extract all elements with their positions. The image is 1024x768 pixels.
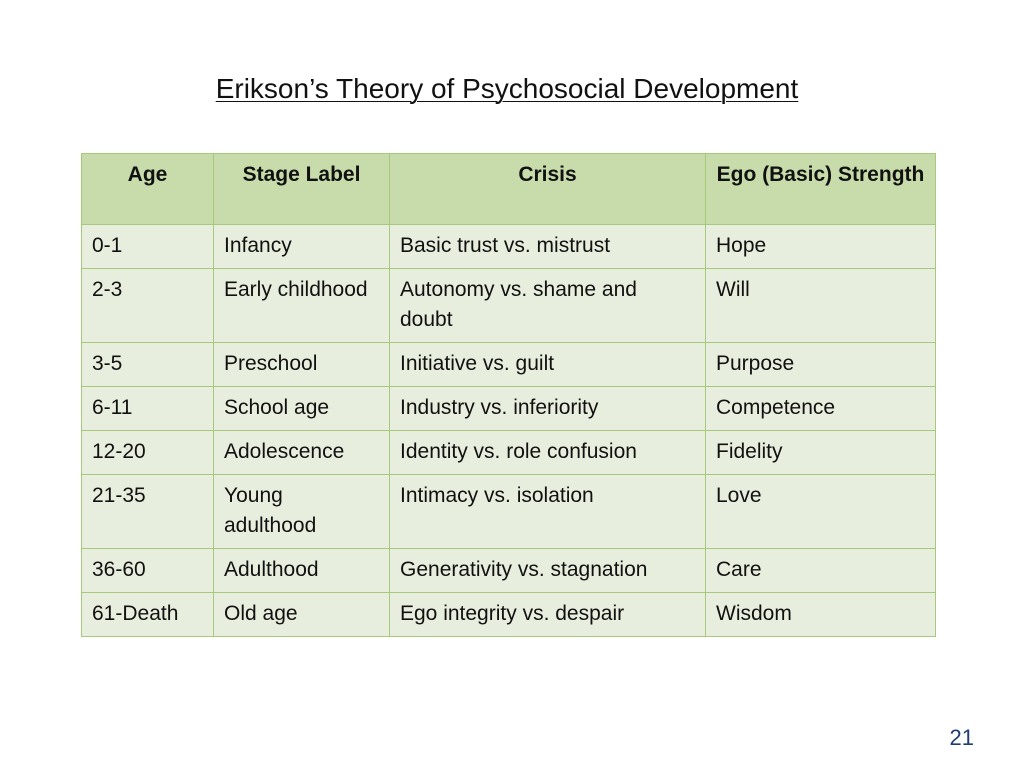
cell-stage-label: Adolescence — [214, 431, 390, 475]
table-row — [82, 269, 936, 343]
cell-stage-label: Old age — [214, 593, 390, 637]
slide-title: Erikson’s Theory of Psychosocial Development — [215, 73, 799, 104]
table-row — [82, 549, 936, 593]
header-ego-strength: Ego (Basic) Strength — [706, 154, 936, 225]
cell-age: 36-60 — [82, 549, 214, 593]
cell-ego-strength: Will — [706, 269, 936, 343]
cell-crisis: Ego integrity vs. despair — [390, 593, 706, 637]
cell-stage-label: Infancy — [214, 225, 390, 269]
cell-crisis: Identity vs. role confusion — [390, 431, 706, 475]
table-row — [82, 225, 936, 269]
stages-table-container — [81, 153, 936, 637]
cell-ego-strength: Competence — [706, 387, 936, 431]
header-age: Age — [82, 154, 214, 225]
cell-ego-strength: Wisdom — [706, 593, 936, 637]
page-number: 21 — [949, 725, 974, 750]
cell-age: 61-Death — [82, 593, 214, 637]
cell-age: 6-11 — [82, 387, 214, 431]
cell-stage-label: School age — [214, 387, 390, 431]
cell-age: 0-1 — [82, 225, 214, 269]
header-stage-label: Stage Label — [214, 154, 390, 225]
cell-age: 2-3 — [82, 269, 214, 343]
cell-stage-label: Early childhood — [214, 269, 390, 343]
cell-ego-strength: Care — [706, 549, 936, 593]
table-row — [82, 387, 936, 431]
cell-stage-label: Young adulthood — [214, 475, 390, 549]
cell-crisis: Initiative vs. guilt — [390, 343, 706, 387]
cell-crisis: Generativity vs. stagnation — [390, 549, 706, 593]
cell-crisis: Industry vs. inferiority — [390, 387, 706, 431]
cell-crisis: Basic trust vs. mistrust — [390, 225, 706, 269]
cell-ego-strength: Purpose — [706, 343, 936, 387]
cell-age: 3-5 — [82, 343, 214, 387]
cell-ego-strength: Hope — [706, 225, 936, 269]
table-header-row — [82, 154, 936, 225]
cell-ego-strength: Love — [706, 475, 936, 549]
cell-age: 21-35 — [82, 475, 214, 549]
cell-ego-strength: Fidelity — [706, 431, 936, 475]
stages-table — [81, 153, 936, 637]
cell-crisis: Autonomy vs. shame and doubt — [390, 269, 706, 343]
cell-age: 12-20 — [82, 431, 214, 475]
header-crisis: Crisis — [390, 154, 706, 225]
cell-crisis: Intimacy vs. isolation — [390, 475, 706, 549]
table-row — [82, 593, 936, 637]
table-row — [82, 431, 936, 475]
table-row — [82, 343, 936, 387]
cell-stage-label: Adulthood — [214, 549, 390, 593]
table-row — [82, 475, 936, 549]
cell-stage-label: Preschool — [214, 343, 390, 387]
